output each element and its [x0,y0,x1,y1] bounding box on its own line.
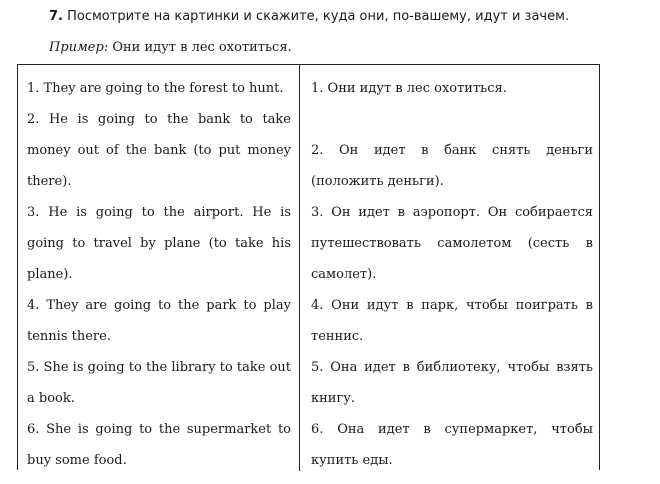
task-header [49,9,569,24]
russian-answer-4: 4. Они идут в парк, чтобы поиграть в теннис. [311,298,593,344]
russian-answer-1: 1. Они идут в лес охотиться. [311,81,507,96]
column-divider [299,65,300,471]
english-answer-4: 4. They are going to the park to play tennis there. [27,298,291,344]
example-line [49,40,292,55]
example-label: Пример: [49,40,109,55]
russian-answer-3: 3. Он идет в аэропорт. Он собирается путешествовать самолетом (сесть в самолет). [311,205,593,282]
russian-answer-6: 6. Она идет в супермаркет, чтобы купить еды. [311,422,593,468]
english-column [27,65,291,476]
task-number: 7. [49,9,63,24]
english-answer-2: 2. He is going to the bank to take money out of the bank (to put money there). [27,112,291,189]
english-answer-1: 1. They are going to the forest to hunt. [27,81,284,96]
russian-answer-5: 5. Она идет в библиотеку, чтобы взять книгу. [311,360,593,406]
english-answer-3: 3. He is going to the airport. He is going to travel by plane (to take his plane). [27,205,291,282]
example-text: Они идут в лес охотиться. [112,40,292,55]
english-answer-5: 5. She is going to the library to take out a book. [27,360,291,406]
answer-table [17,64,600,470]
task-instruction: Посмотрите на картинки и скажите, куда они, по-вашему, идут и зачем. [67,9,570,24]
russian-column [311,65,593,476]
english-answer-6: 6. She is going to the supermarket to buy some food. [27,422,291,468]
russian-answer-2: 2. Он идет в банк снять деньги (положить деньги). [311,143,593,189]
